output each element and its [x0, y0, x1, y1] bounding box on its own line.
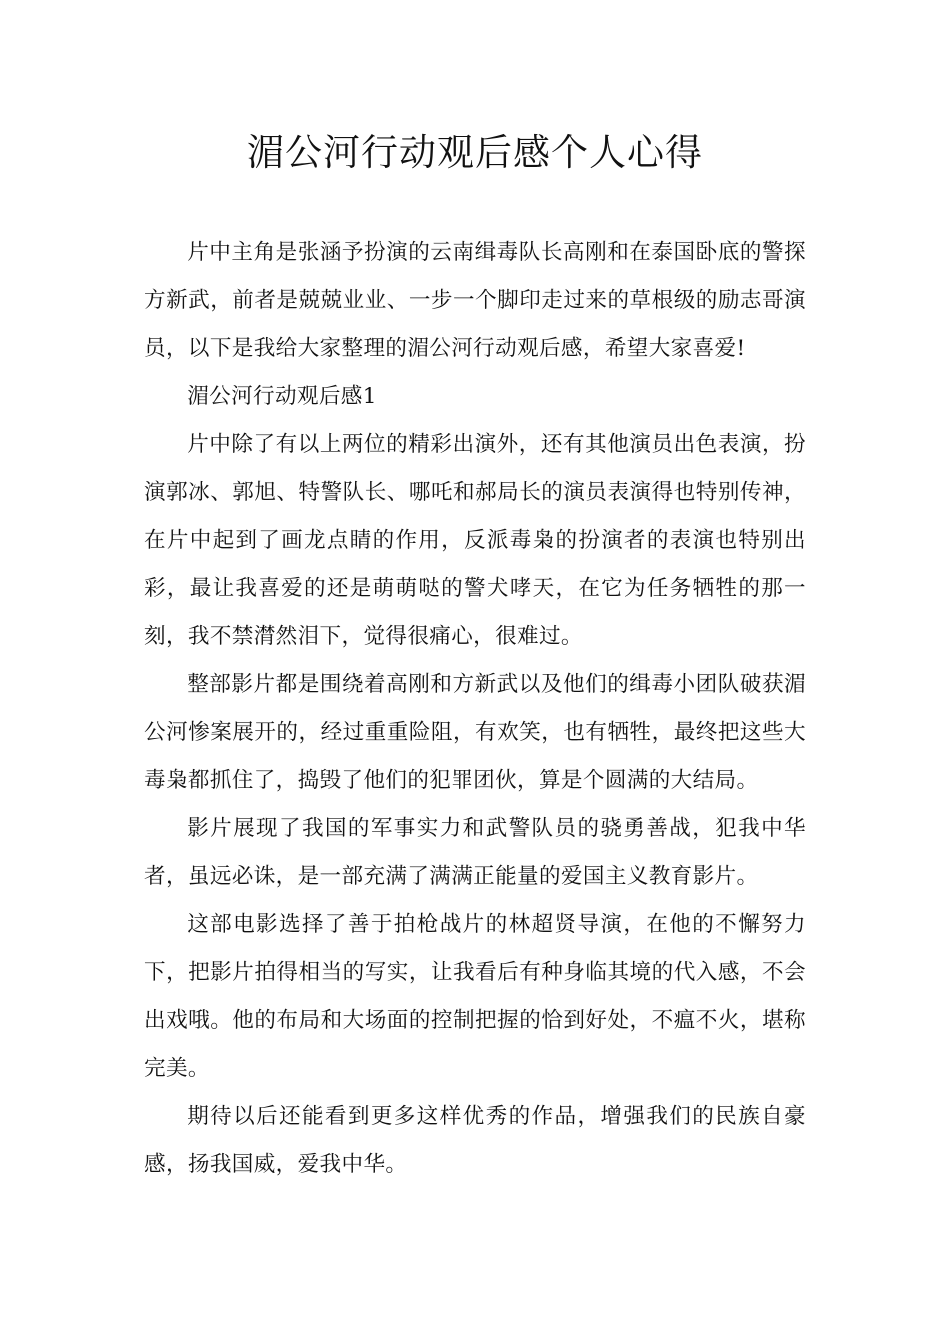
body-paragraph: 这部电影选择了善于拍枪战片的林超贤导演，在他的不懈努力下，把影片拍得相当的写实，让我看后有种身临其境的代入感，不会出戏哦。他的布局和大场面的控制把握的恰到好处，不瘟不火，堪称完美。 [144, 912, 806, 1081]
body-paragraph: 影片展现了我国的军事实力和武警队员的骁勇善战，犯我中华者，虽远必诛，是一部充满了满满正能量的爱国主义教育影片。 [144, 816, 806, 889]
body-paragraph: 整部影片都是围绕着高刚和方新武以及他们的缉毒小团队破获湄公河惨案展开的，经过重重险阻，有欢笑，也有牺牲，最终把这些大毒枭都抓住了，捣毁了他们的犯罪团伙，算是个圆满的大结局。 [144, 672, 806, 793]
closing-paragraph: 期待以后还能看到更多这样优秀的作品，增强我们的民族自豪感，扬我国威，爱我中华。 [144, 1104, 806, 1177]
body-paragraph: 片中除了有以上两位的精彩出演外，还有其他演员出色表演，扮演郭冰、郭旭、特警队长、哪吒和郝局长的演员表演得也特别传神，在片中起到了画龙点睛的作用，反派毒枭的扮演者的表演也特别出彩，最让我喜爱的还是萌萌哒的警犬哮天，在它为任务牺牲的那一刻，我不禁潸然泪下，觉得很痛心，很难过。 [144, 432, 806, 649]
document-title: 湄公河行动观后感个人心得 [247, 131, 703, 174]
section-heading: 湄公河行动观后感1 [187, 384, 377, 409]
intro-paragraph: 片中主角是张涵予扮演的云南缉毒队长高刚和在泰国卧底的警探方新武，前者是兢兢业业、一步一个脚印走过来的草根级的励志哥演员，以下是我给大家整理的湄公河行动观后感，希望大家喜爱! [144, 240, 806, 361]
document-body [144, 229, 806, 1189]
